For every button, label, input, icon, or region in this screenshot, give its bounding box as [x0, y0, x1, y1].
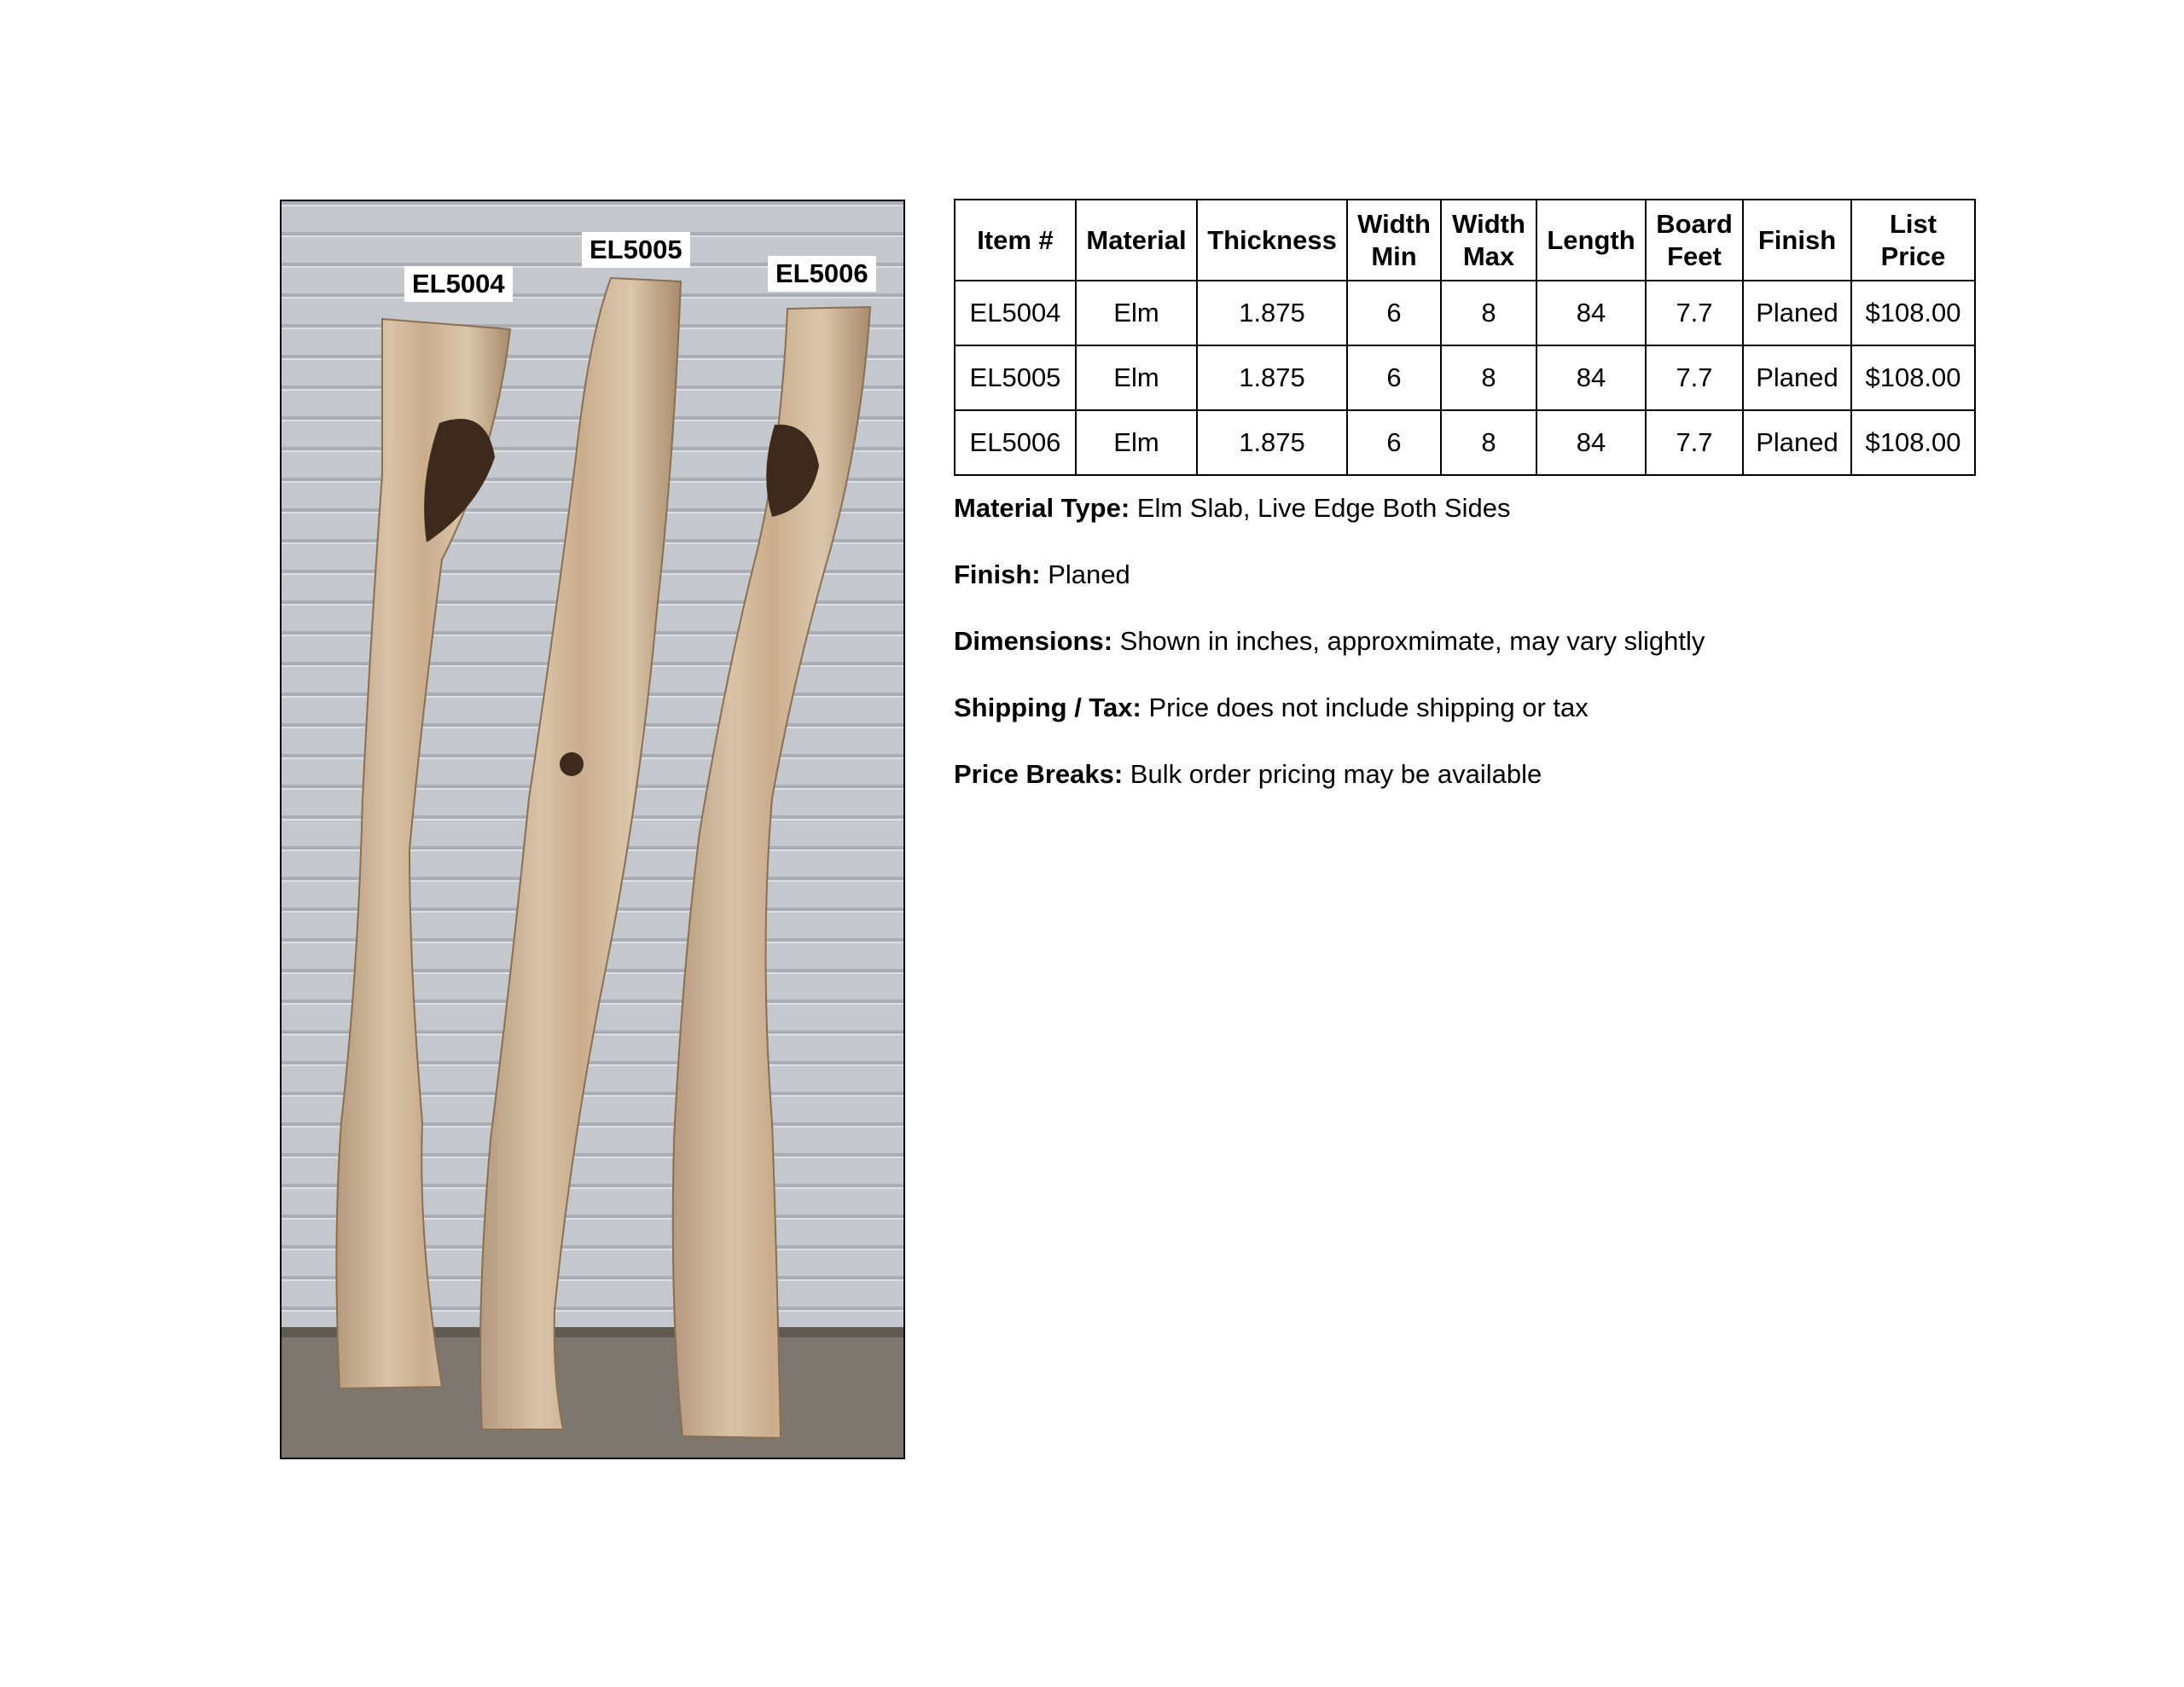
- table-header-row: [955, 200, 1975, 281]
- column-header: Width Max: [1441, 200, 1536, 281]
- table-cell: Elm: [1076, 345, 1197, 410]
- column-header: Item #: [955, 200, 1076, 281]
- table-cell: 1.875: [1197, 410, 1347, 475]
- column-header: Board Feet: [1646, 200, 1743, 281]
- table-cell: 84: [1536, 281, 1646, 345]
- table-cell: 84: [1536, 345, 1646, 410]
- detail-value: Price does not include shipping or tax: [1141, 693, 1589, 722]
- table-cell: 8: [1441, 345, 1536, 410]
- table-cell: EL5004: [955, 281, 1076, 345]
- detail-finish: [954, 559, 1705, 626]
- detail-label: Finish:: [954, 559, 1041, 589]
- detail-label: Material Type:: [954, 493, 1130, 523]
- detail-value: Elm Slab, Live Edge Both Sides: [1130, 493, 1511, 523]
- table-cell: 1.875: [1197, 345, 1347, 410]
- slab-label: EL5006: [768, 256, 876, 292]
- detail-value: Bulk order pricing may be available: [1123, 759, 1542, 789]
- detail-label: Price Breaks:: [954, 759, 1124, 789]
- table-cell: 7.7: [1646, 345, 1743, 410]
- column-header: Thickness: [1197, 200, 1347, 281]
- table-cell: 6: [1347, 281, 1441, 345]
- detail-label: Dimensions:: [954, 626, 1113, 656]
- detail-label: Shipping / Tax:: [954, 693, 1141, 722]
- column-header: List Price: [1851, 200, 1975, 281]
- table-cell: 8: [1441, 410, 1536, 475]
- column-header: Length: [1536, 200, 1646, 281]
- table-row: [955, 410, 1975, 475]
- detail-dimensions: [954, 626, 1705, 693]
- table-cell: Elm: [1076, 281, 1197, 345]
- slab-label: EL5005: [582, 232, 690, 268]
- table-cell: $108.00: [1851, 281, 1975, 345]
- table-cell: EL5006: [955, 410, 1076, 475]
- product-photo: [280, 200, 905, 1459]
- detail-shipping-tax: [954, 693, 1705, 759]
- table-cell: Planed: [1743, 345, 1851, 410]
- table-cell: $108.00: [1851, 410, 1975, 475]
- detail-material-type: [954, 493, 1705, 559]
- table-cell: 84: [1536, 410, 1646, 475]
- column-header: Finish: [1743, 200, 1851, 281]
- table-cell: Elm: [1076, 410, 1197, 475]
- table-cell: Planed: [1743, 281, 1851, 345]
- table-cell: 1.875: [1197, 281, 1347, 345]
- column-header: Material: [1076, 200, 1197, 281]
- detail-value: Shown in inches, approxmimate, may vary slightly: [1112, 626, 1705, 656]
- specification-table: [954, 199, 1976, 476]
- table-row: [955, 281, 1975, 345]
- table-cell: 7.7: [1646, 410, 1743, 475]
- slab-label: EL5004: [404, 266, 513, 302]
- table-row: [955, 345, 1975, 410]
- table-cell: 8: [1441, 281, 1536, 345]
- wood-slabs-image: [282, 201, 903, 1458]
- table-cell: 6: [1347, 345, 1441, 410]
- product-details: [954, 493, 1705, 826]
- detail-price-breaks: [954, 759, 1705, 826]
- table-cell: $108.00: [1851, 345, 1975, 410]
- table-cell: Planed: [1743, 410, 1851, 475]
- table-cell: 7.7: [1646, 281, 1743, 345]
- column-header: Width Min: [1347, 200, 1441, 281]
- table-cell: 6: [1347, 410, 1441, 475]
- detail-value: Planed: [1040, 559, 1130, 589]
- table-cell: EL5005: [955, 345, 1076, 410]
